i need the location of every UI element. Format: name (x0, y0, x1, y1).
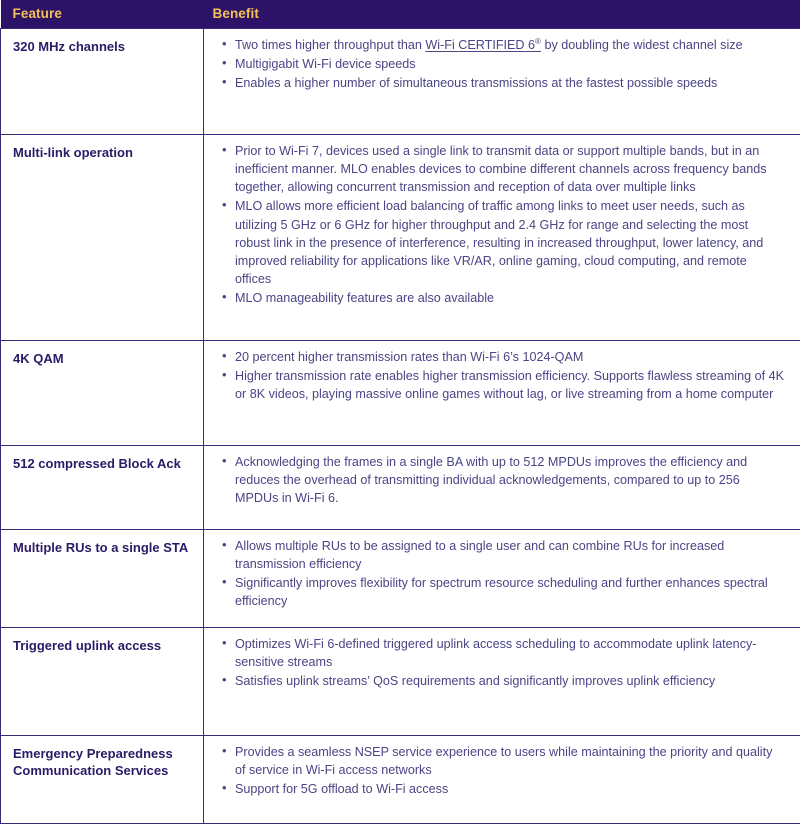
benefit-list-item: • Allows multiple RUs to be assigned to a single user and can combine RUs for increased transmission efficiency (235, 537, 786, 573)
table-row (1, 736, 800, 824)
benefit-list (213, 537, 786, 611)
table-row (1, 135, 800, 341)
feature-cell: 320 MHz channels (1, 29, 204, 135)
benefit-list-item: • 20 percent higher transmission rates than Wi-Fi 6’s 1024-QAM (235, 348, 786, 366)
benefit-list (213, 348, 786, 403)
benefit-cell (204, 736, 800, 824)
table-row (1, 341, 800, 446)
benefit-cell (204, 135, 800, 341)
benefit-cell (204, 530, 800, 628)
feature-cell: 4K QAM (1, 341, 204, 446)
benefit-cell (204, 446, 800, 530)
benefit-list-item: • Support for 5G offload to Wi-Fi access (235, 780, 786, 798)
table-body (1, 29, 800, 824)
table-row (1, 446, 800, 530)
benefit-list-item: • Provides a seamless NSEP service experience to users while maintaining the priority and quality of service in Wi-Fi access networks (235, 743, 786, 779)
feature-cell: Emergency Preparedness Communication Services (1, 736, 204, 824)
header-row (1, 0, 800, 29)
feature-cell: 512 compressed Block Ack (1, 446, 204, 530)
feature-cell: Multi-link operation (1, 135, 204, 341)
benefit-list (213, 36, 786, 92)
benefit-list-item: • MLO manageability features are also available (235, 289, 786, 307)
benefit-list-item: • Enables a higher number of simultaneous transmissions at the fastest possible speeds (235, 74, 786, 92)
table-row (1, 530, 800, 628)
benefit-cell (204, 29, 800, 135)
table-row (1, 628, 800, 736)
feature-cell: Multiple RUs to a single STA (1, 530, 204, 628)
benefit-list-item: • Significantly improves flexibility for spectrum resource scheduling and further enhances spectral efficiency (235, 574, 786, 610)
table-header (1, 0, 800, 29)
feature-cell: Triggered uplink access (1, 628, 204, 736)
benefit-list-item: • Optimizes Wi-Fi 6-defined triggered uplink access scheduling to accommodate uplink latency-sensitive streams (235, 635, 786, 671)
column-header-benefit: Benefit (204, 0, 800, 29)
registered-trademark-icon: ® (535, 37, 541, 46)
benefit-list (213, 743, 786, 798)
wifi-certified-6-trademark: Wi-Fi CERTIFIED 6® (425, 38, 541, 52)
benefit-list-item: • Acknowledging the frames in a single BA with up to 512 MPDUs improves the efficiency and reduces the overhead of transmitting individual acknowledgements, compared to up to 256 MPDUs in Wi-Fi 6. (235, 453, 786, 507)
benefit-list-item: • Higher transmission rate enables higher transmission efficiency. Supports flawless streaming of 4K or 8K videos, playing massive online games without lag, or live streaming from a home computer (235, 367, 786, 403)
benefit-list (213, 142, 786, 307)
benefit-list-item: • Two times higher throughput than Wi-Fi CERTIFIED 6® by doubling the widest channel size (235, 36, 786, 54)
benefit-list-item: • MLO allows more efficient load balancing of traffic among links to meet user needs, such as utilizing 5 GHz or 6 GHz for higher throughput and 2.4 GHz for range and selecting the most robust link in the presence of interference, resulting in increased throughput, lower latency, and improved reliability for applications like VR/AR, online gaming, cloud computing, and remote offices (235, 197, 786, 288)
column-header-feature: Feature (1, 0, 204, 29)
benefit-list-item: • Satisfies uplink streams’ QoS requirements and significantly improves uplink efficiency (235, 672, 786, 690)
benefit-list (213, 453, 786, 507)
benefit-list-item: • Multigigabit Wi-Fi device speeds (235, 55, 786, 73)
benefit-list (213, 635, 786, 690)
benefit-cell (204, 628, 800, 736)
table-row (1, 29, 800, 135)
benefit-cell (204, 341, 800, 446)
benefit-list-item: • Prior to Wi-Fi 7, devices used a single link to transmit data or support multiple bands, but in an inefficient manner. MLO enables devices to combine different channels across frequency bands together, allowing concurrent transmission and reception of data over multiple links (235, 142, 786, 196)
